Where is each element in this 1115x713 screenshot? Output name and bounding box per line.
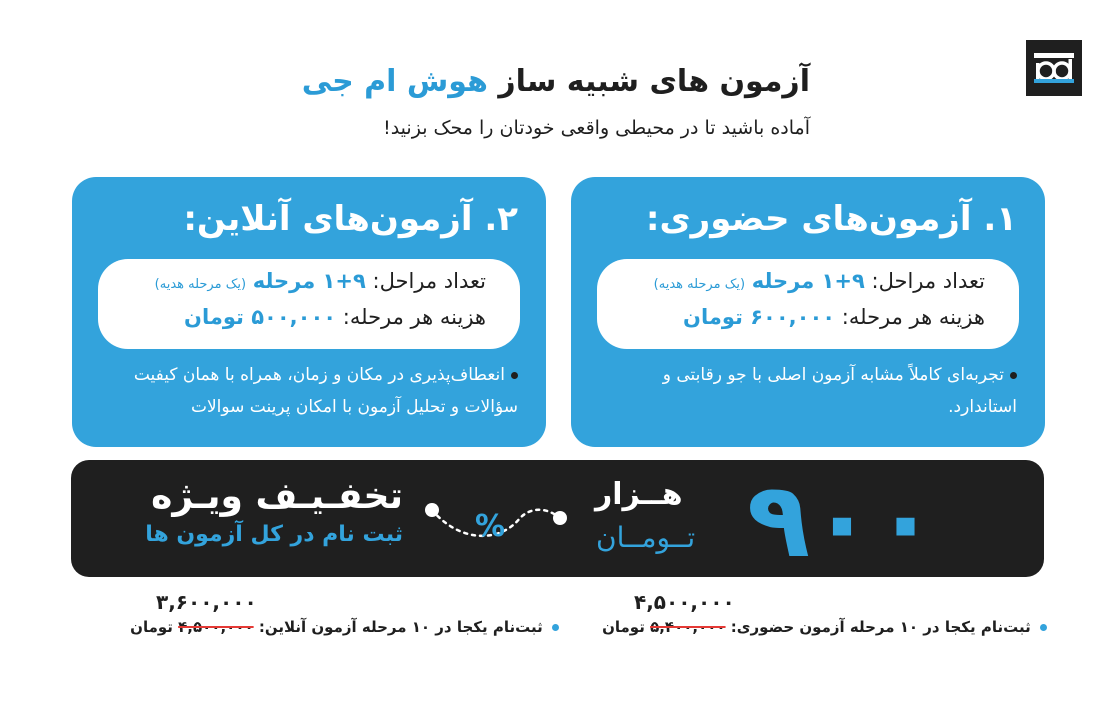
amount-900 [722,470,962,570]
cost-label: هزینه هر مرحله: [342,305,486,329]
amount-text: ۹۰۰ [746,470,938,570]
online-desc-text: انعطاف‌پذیری در مکان و زمان، همراه با همان کیفیت سؤالات و تحلیل آزمون با امکان پرینت سوالات [133,365,518,417]
in-person-description [599,359,1017,423]
online-bulk-label: ثبت‌نام یکجا در ۱۰ مرحله آزمون آنلاین: [258,618,543,636]
online-cost-row [184,305,486,329]
stages-label: تعداد مراحل: [372,269,486,293]
online-stages-row [155,269,486,293]
stages-value: ۹+۱ مرحله [252,269,366,293]
percent-graphic [420,498,570,548]
online-description [100,359,518,423]
percent-sign: % [474,509,506,544]
in-person-new-price: ۴,۵۰۰,۰۰۰ [634,590,735,614]
in-person-old-price: ۵,۴۰۰,۰۰۰ [650,618,726,636]
stages-label: تعداد مراحل: [871,269,985,293]
pd-logo-icon [1026,40,1082,96]
left-dot-icon [425,503,439,517]
title-brand: هوش ام جی [301,64,488,99]
in-person-bulk-pricing [602,618,1047,636]
unit-thousand: هــزار [595,477,683,512]
unit-toman: تــومــان [596,521,696,554]
in-person-stages-row [654,269,985,293]
cost-value: ۶۰۰,۰۰۰ تومان [683,305,836,329]
bullet-icon [1010,372,1017,379]
online-exam-card [72,177,546,447]
online-card-title: ۲. آزمون‌های آنلاین: [183,199,518,239]
in-person-exam-card [571,177,1045,447]
page-subtitle: آماده باشید تا در محیطی واقعی خودتان را محک بزنید! [383,117,810,139]
bullet-icon [1040,624,1047,631]
online-old-price: ۴,۵۰۰,۰۰۰ [178,618,254,636]
stages-gift: (یک مرحله هدیه) [154,277,247,292]
special-offer-subtitle: ثبت نام در کل آزمون ها [145,522,403,547]
right-dot-icon [553,511,567,525]
cost-value: ۵۰۰,۰۰۰ تومان [184,305,337,329]
bullet-icon [511,372,518,379]
online-info-box [98,259,520,349]
in-person-bulk-label: ثبت‌نام یکجا در ۱۰ مرحله آزمون حضوری: [730,618,1031,636]
title-prefix: آزمون های شبیه ساز [498,64,810,99]
online-bulk-pricing [130,618,559,636]
page-title [302,64,810,99]
special-offer-title: تخفـیـف ویـژه [151,476,403,517]
bullet-icon [552,624,559,631]
in-person-info-box [597,259,1019,349]
stages-gift: (یک مرحله هدیه) [653,277,746,292]
in-person-desc-text: تجربه‌ای کاملاً مشابه آزمون اصلی با جو رقابتی و استاندارد. [662,365,1017,417]
online-new-price: ۳,۶۰۰,۰۰۰ [156,590,257,614]
stages-value: ۹+۱ مرحله [751,269,865,293]
in-person-unit: تومان [602,618,645,636]
in-person-cost-row [683,305,985,329]
cost-label: هزینه هر مرحله: [841,305,985,329]
in-person-card-title: ۱. آزمون‌های حضوری: [645,199,1017,239]
online-unit: تومان [130,618,173,636]
